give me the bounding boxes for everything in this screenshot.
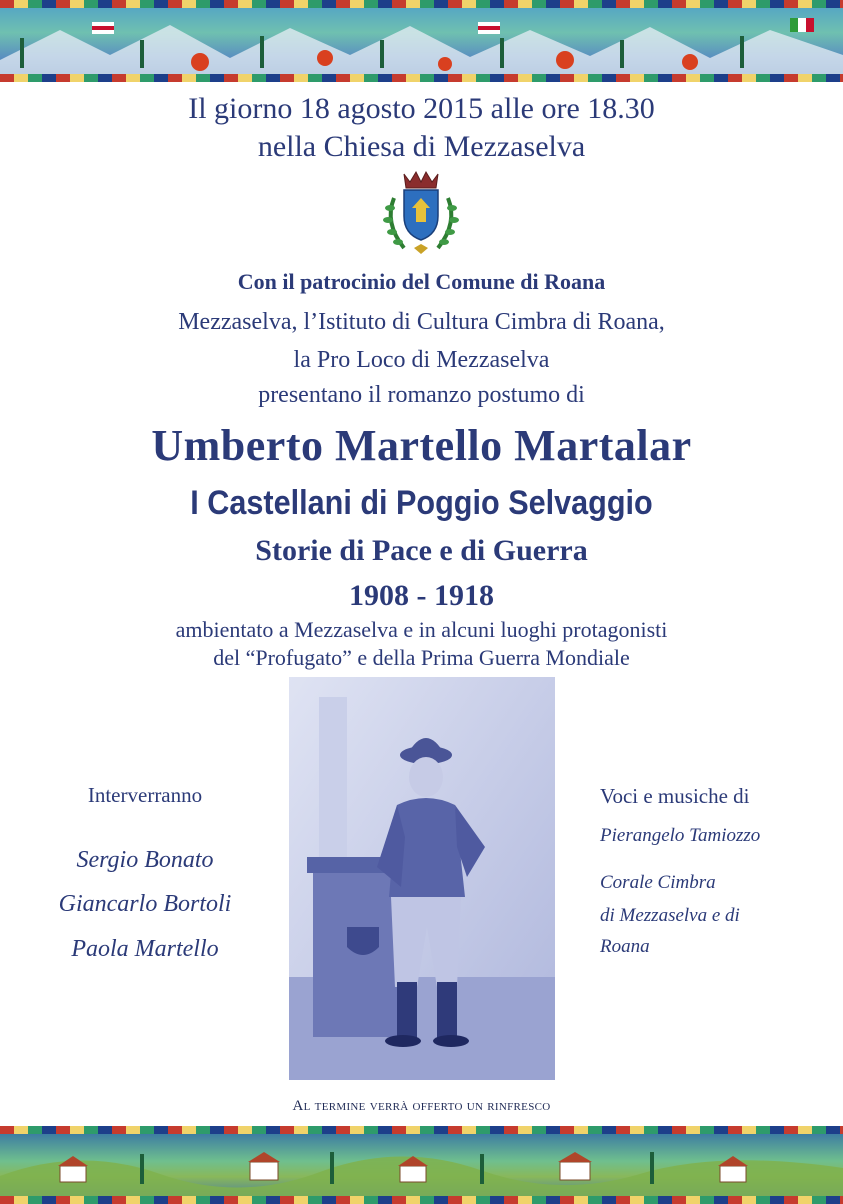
organizers-line-2: la Pro Loco di Mezzaselva [293,347,550,373]
folk-village-scene-illustration [0,1126,843,1204]
music-heading: Voci e musiche di [600,784,750,808]
decorative-bottom-band [0,1126,843,1204]
patronage-line: Con il patrocinio del Comune di Roana [237,269,606,294]
speaker-name: Paola Martello [71,936,219,962]
presentation-line: presentano il romanzo postumo di [258,382,585,408]
book-title: I Castellani di Poggio Selvaggio [190,484,653,522]
organizers-line-1: Mezzaselva, l’Istituto di Cultura Cimbra di Roana, [178,309,665,335]
choir-line-1: Corale Cimbra [600,872,716,893]
choir-line-2: di Mezzaselva e di [600,905,740,926]
choir-line-3: Roana [600,936,650,957]
book-subtitle: Storie di Pace e di Guerra [255,534,588,567]
event-date-line: Il giorno 18 agosto 2015 alle ore 18.30 [188,92,655,125]
music-performer: Pierangelo Tamiozzo [600,825,761,846]
author-name: Umberto Martello Martalar [151,421,692,470]
footer-note: Al termine verrà offerto un rinfresco [292,1098,551,1114]
speaker-name: Giancarlo Bortoli [58,891,232,917]
event-location-line: nella Chiesa di Mezzaselva [257,130,586,163]
book-description-line-2: del “Profugato” e della Prima Guerra Mondiale [213,645,630,670]
historical-soldier-photo [289,677,555,1080]
folk-art-scene-illustration [0,0,843,82]
book-description-line-1: ambientato a Mezzaselva e in alcuni luoghi protagonisti [175,617,668,642]
book-years: 1908 - 1918 [349,579,494,612]
decorative-top-band [0,0,843,82]
municipal-crest-emblem [376,168,466,260]
speaker-name: Sergio Bonato [76,847,214,873]
speakers-heading: Interverranno [87,783,203,807]
